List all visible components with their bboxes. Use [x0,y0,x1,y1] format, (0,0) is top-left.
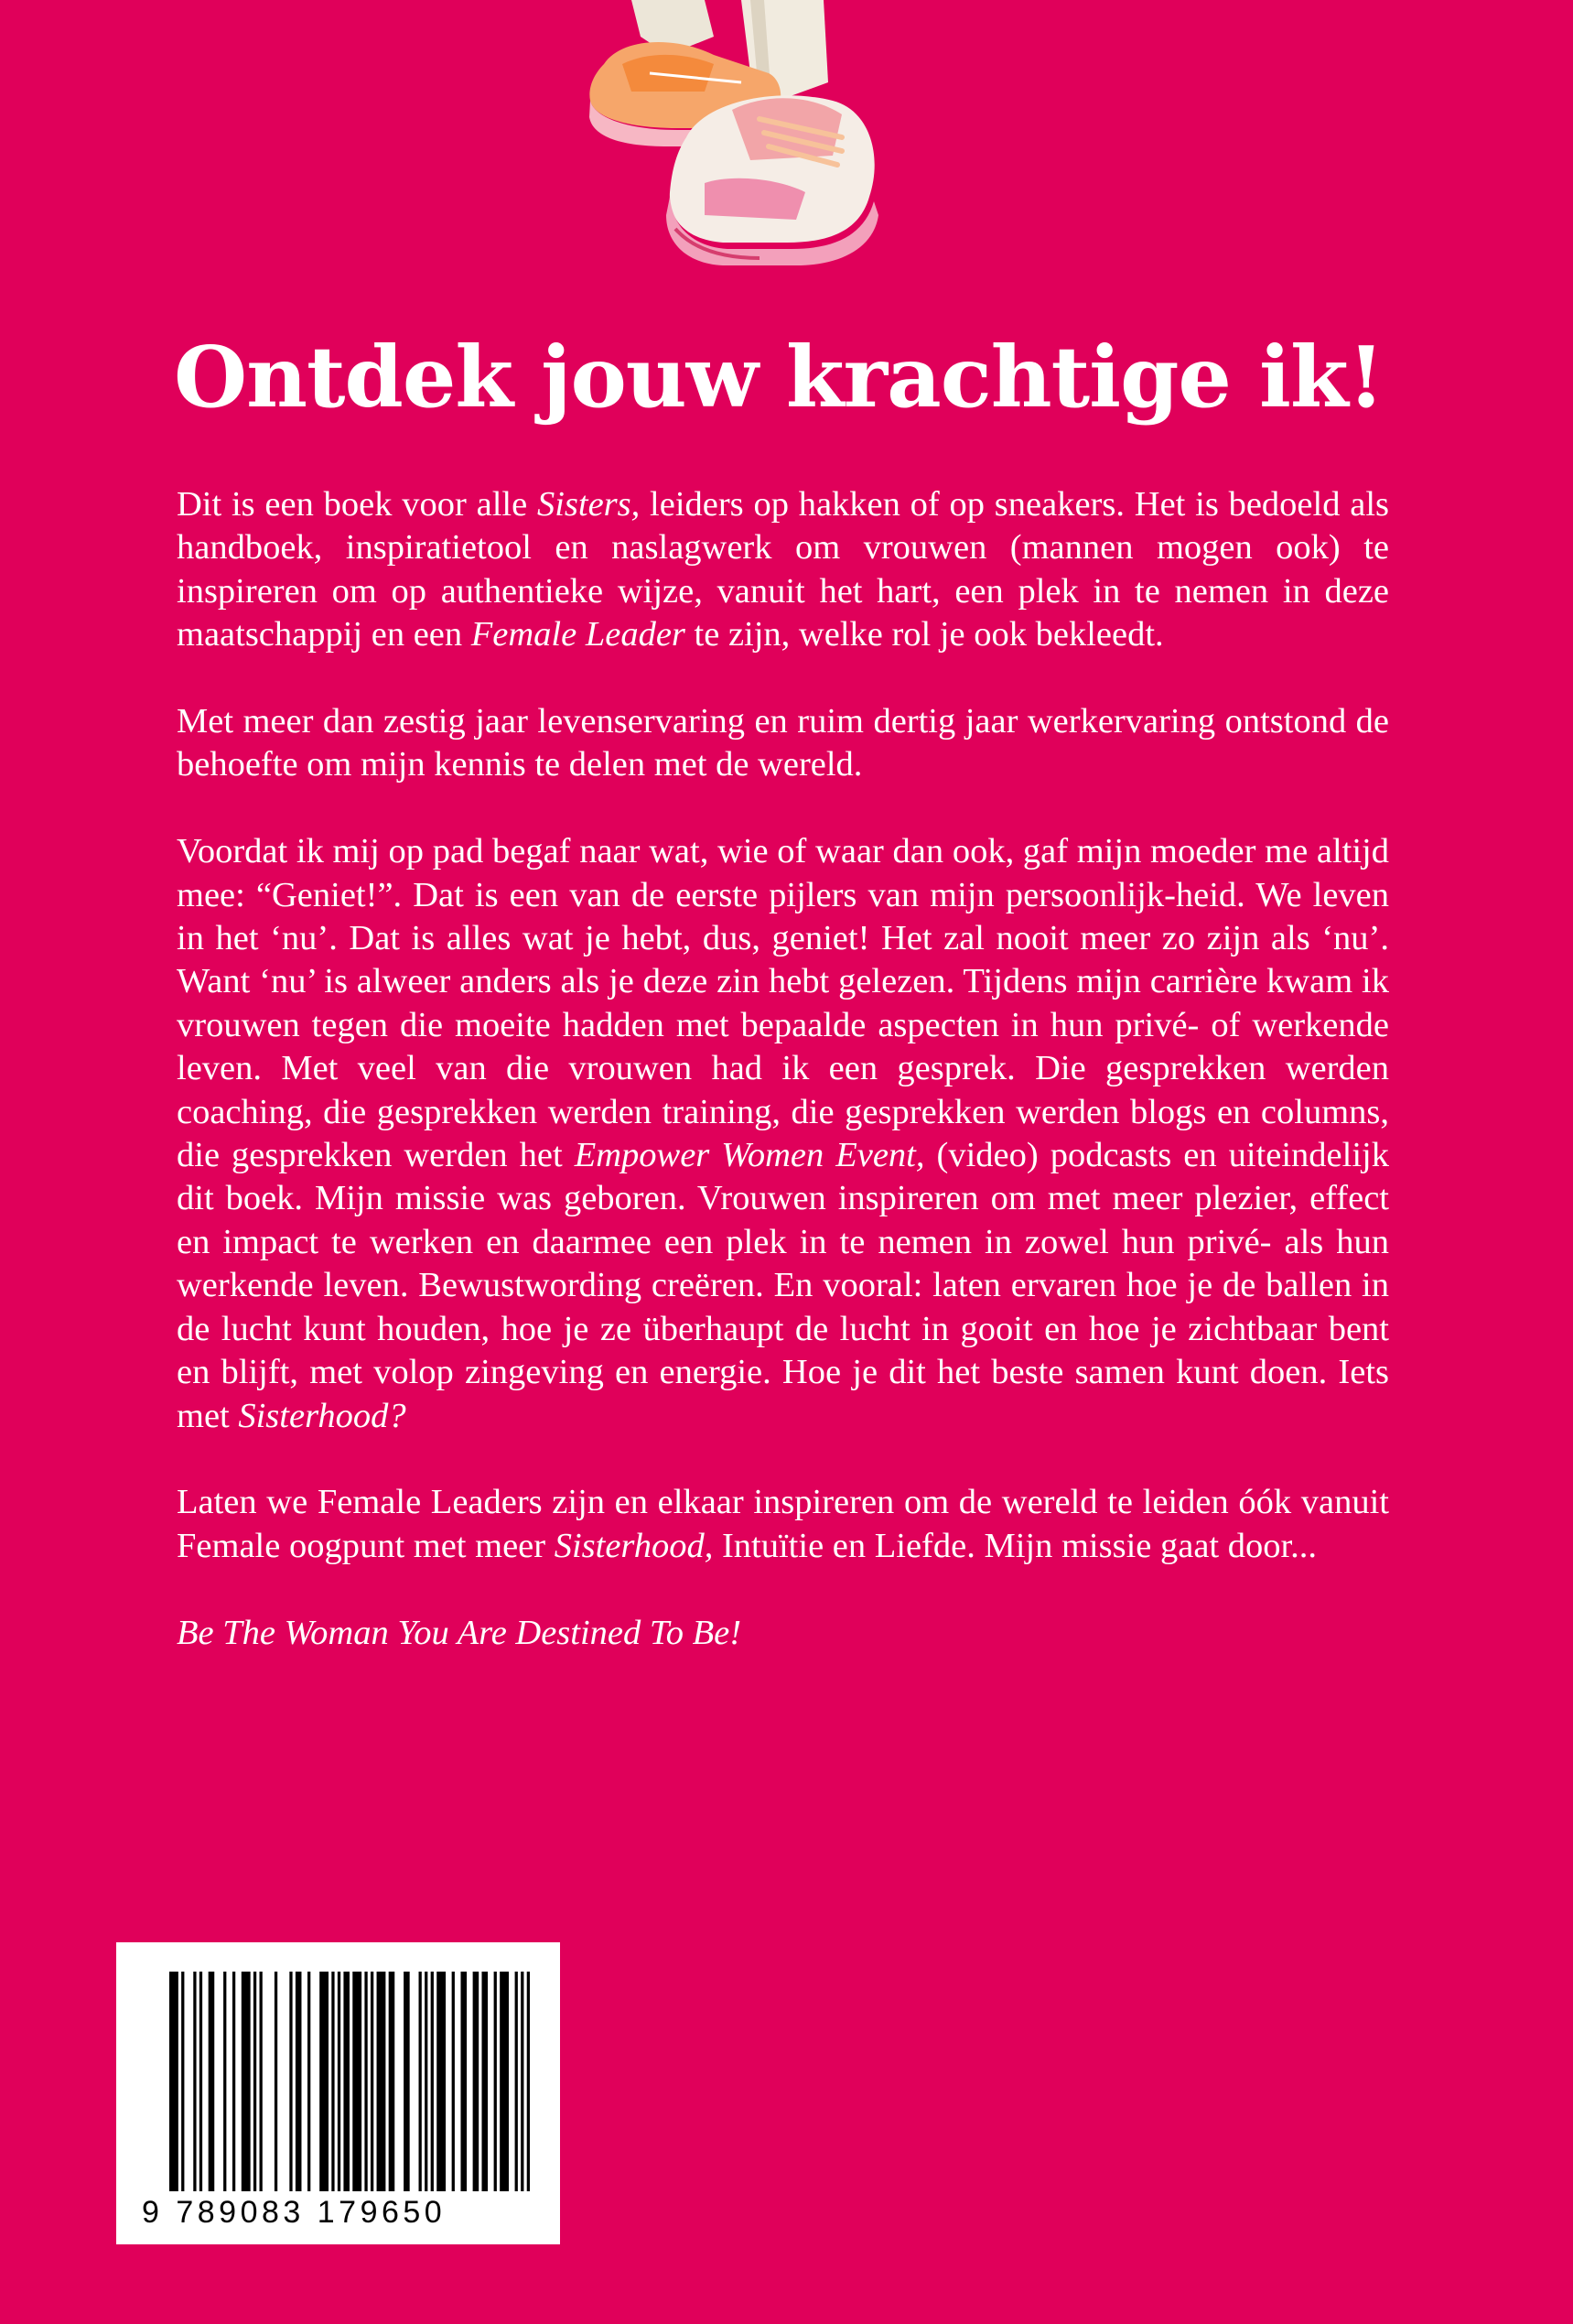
barcode-bar [253,1972,256,2191]
barcode-bar [209,1972,215,2191]
paragraph-cta-text-1: Laten we Female Leaders zijn en elkaar inspireren om de wereld te leiden óók vanuit Female oogpunt met meer [177,1483,1389,1565]
paragraph-intro-emphasis-1: Sisters, [536,485,641,524]
barcode-bar [452,1972,455,2191]
barcode-bar [500,1972,509,2191]
barcode-bar [223,1972,226,2191]
barcode-bar [460,1972,467,2191]
barcode-bar [389,1972,395,2191]
barcode-bar [364,1972,367,2191]
headline: Ontdek jouw krachtige ik! [174,328,1384,427]
tagline: Be The Woman You Are Destined To Be! [177,1613,742,1652]
barcode-bar [494,1972,497,2191]
barcode-bar [260,1972,263,2191]
paragraph-cta-text-2: Intuïtie en Liefde. Mijn missie gaat door... [713,1526,1318,1565]
barcode-bar [289,1972,292,2191]
barcode-bar [338,1972,340,2191]
barcode-bar [436,1972,446,2191]
barcode-bar [431,1972,434,2191]
sneakers-photo [567,0,915,320]
barcode-bar [343,1972,350,2191]
paragraph-intro [177,483,1389,657]
barcode-bar [307,1972,310,2191]
barcode-bar [319,1972,329,2191]
barcode-bar [521,1972,523,2191]
barcode-bar [371,1972,373,2191]
barcode-bar [181,1972,184,2191]
paragraph-mission-text-2: (video) podcasts en uiteindelijk dit boek. Mijn missie was geboren. Vrouwen inspireren om met meer plezier, effect en impact te werken en daarmee een plek in te nemen in zowel hun privé- als hun werkende leven. Bewustwording creëren. En vooral: laten ervaren hoe je de ballen in de lucht kunt houden, hoe je ze überhaupt de lucht in gooit en hoe je zichtbaar bent en blijft, met volop zingeving en energie. Hoe je dit het beste samen kunt doen. Iets met [177,1136,1389,1435]
barcode-bar [199,1972,202,2191]
barcode-bar [232,1972,235,2191]
barcode-bar [425,1972,427,2191]
barcode-bar [169,1972,178,2191]
paragraph-intro-emphasis-2: Female Leader [470,615,685,654]
barcode-bar [481,1972,488,2191]
paragraph-intro-text-1: Dit is een boek voor alle [177,485,537,524]
barcode-bar [377,1972,386,2191]
barcode-bar [242,1972,251,2191]
paragraph-mission-text-1: Voordat ik mij op pad begaf naar wat, wie of waar dan ook, gaf mijn moeder me altijd mee: “Geniet!”. Dat is een van de eerste pijlers van mijn persoonlijk-heid. We leven in het ‘nu’. Dat is alles wat je hebt, dus, geniet! Het zal nooit meer zo zijn als ‘nu’. Want ‘nu’ is alweer anders als je deze zin hebt gelezen. Tijdens mijn carrière kwam ik vrouwen tegen die moeite hadden met bepaalde aspecten in hun privé- of werkende leven. Met veel van die vrouwen had ik een gesprek. Die gesprekken werden coaching, die gesprekken werden training, die gesprekken werden blogs en columns, die gesprekken werden het [177,832,1389,1175]
barcode-bar [527,1972,530,2191]
barcode-bar [473,1972,479,2191]
paragraph-cta-emphasis-1: Sisterhood, [554,1526,714,1565]
isbn-barcode [116,1942,560,2244]
paragraph-mission-emphasis-1: Empower Women Event, [574,1136,925,1175]
barcode-bar [275,1972,277,2191]
barcode-bar [419,1972,422,2191]
barcode-bar [331,1972,334,2191]
barcode-bar [404,1972,410,2191]
barcode-bar [352,1972,361,2191]
paragraph-intro-text-2: leiders op hakken of op sneakers. Het is bedoeld als handboek, inspiratietool en naslagwerk om vrouwen (mannen mogen ook) te inspireren om op authentieke wijze, vanuit het hart, een plek in te nemen in deze maatschappij en een [177,485,1390,654]
barcode-bar [193,1972,196,2191]
barcode-bar [515,1972,518,2191]
isbn-number: 9 789083 179650 [142,2195,447,2230]
barcode-bar [296,1972,302,2191]
blurb [177,483,1389,1698]
paragraph-experience: Met meer dan zestig jaar levenservaring en ruim dertig jaar werkervaring ontstond de behoefte om mijn kennis te delen met de wereld. [177,702,1389,784]
paragraph-intro-text-3: te zijn, welke rol je ook bekleedt. [684,615,1164,654]
paragraph-mission [177,830,1389,1438]
paragraph-call-to-action [177,1481,1389,1568]
paragraph-mission-emphasis-2: Sisterhood? [238,1396,406,1435]
